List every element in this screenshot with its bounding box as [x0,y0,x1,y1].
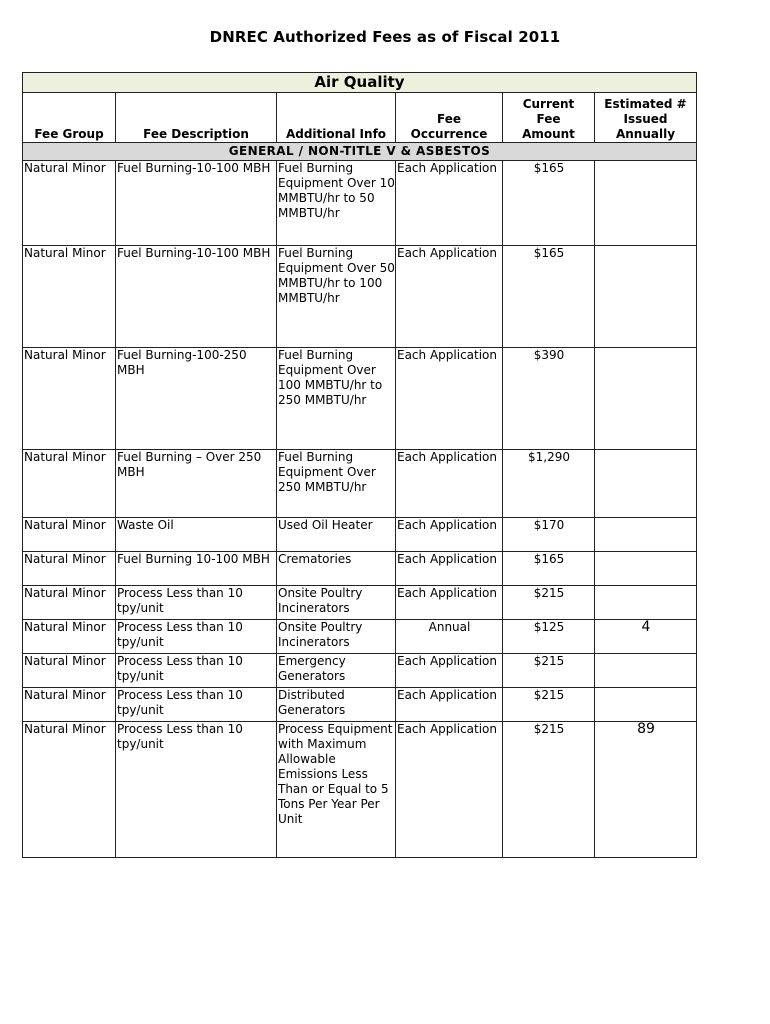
fee-amount-cell: $170 [503,518,595,552]
table-row [23,552,697,586]
fee-occurrence-cell: Each Application [396,518,503,552]
fee-occurrence-cell: Annual [396,620,503,654]
table-row [23,518,697,552]
fee-description-cell: Waste Oil [116,518,277,552]
fee-group-cell: Natural Minor [23,586,116,620]
fee-amount-cell: $165 [503,246,595,348]
estimated-issued-cell: 89 [595,722,697,858]
fee-occurrence-cell: Each Application [396,246,503,348]
estimated-issued-cell [595,586,697,620]
section-header-row [23,73,697,93]
fee-group-cell: Natural Minor [23,620,116,654]
table-row [23,161,697,246]
table-row [23,688,697,722]
section-title: Air Quality [23,73,697,93]
table-row [23,654,697,688]
fee-description-cell: Fuel Burning – Over 250 MBH [116,450,277,518]
additional-info-cell: Fuel Burning Equipment Over 250 MMBTU/hr [277,450,396,518]
fee-occurrence-cell: Each Application [396,654,503,688]
fee-group-cell: Natural Minor [23,450,116,518]
column-header-row [23,93,697,143]
additional-info-cell: Distributed Generators [277,688,396,722]
fee-amount-cell: $165 [503,552,595,586]
fee-occurrence-cell: Each Application [396,161,503,246]
fee-description-cell: Fuel Burning-100-250 MBH [116,348,277,450]
table-row [23,586,697,620]
column-header-fee-group: Fee Group [23,93,116,143]
fee-description-cell: Process Less than 10 tpy/unit [116,722,277,858]
fee-occurrence-cell: Each Application [396,688,503,722]
estimated-issued-cell [595,161,697,246]
column-header-fee-occurrence: Fee Occurrence [396,93,503,143]
fee-amount-cell: $215 [503,654,595,688]
fee-amount-cell: $165 [503,161,595,246]
group-header-row [23,143,697,161]
fee-description-cell: Process Less than 10 tpy/unit [116,654,277,688]
estimated-issued-cell [595,450,697,518]
estimated-issued-cell: 4 [595,620,697,654]
additional-info-cell: Onsite Poultry Incinerators [277,586,396,620]
fee-occurrence-cell: Each Application [396,348,503,450]
fee-amount-cell: $125 [503,620,595,654]
fee-description-cell: Process Less than 10 tpy/unit [116,688,277,722]
column-header-fee-description: Fee Description [116,93,277,143]
fee-occurrence-cell: Each Application [396,722,503,858]
estimated-issued-cell [595,348,697,450]
estimated-issued-cell [595,654,697,688]
additional-info-cell: Crematories [277,552,396,586]
fee-occurrence-cell: Each Application [396,450,503,518]
fee-description-cell: Fuel Burning-10-100 MBH [116,161,277,246]
fee-description-cell: Process Less than 10 tpy/unit [116,586,277,620]
table-row [23,722,697,858]
additional-info-cell: Used Oil Heater [277,518,396,552]
fee-description-cell: Fuel Burning-10-100 MBH [116,246,277,348]
group-label: GENERAL / NON-TITLE V & ASBESTOS [23,143,697,161]
additional-info-cell: Fuel Burning Equipment Over 100 MMBTU/hr to 250 MMBTU/hr [277,348,396,450]
fee-group-cell: Natural Minor [23,552,116,586]
fee-group-cell: Natural Minor [23,348,116,450]
table-row [23,246,697,348]
fee-amount-cell: $1,290 [503,450,595,518]
estimated-issued-cell [595,246,697,348]
fee-group-cell: Natural Minor [23,688,116,722]
fee-amount-cell: $390 [503,348,595,450]
column-header-current-fee-amount: Current Fee Amount [503,93,595,143]
fee-group-cell: Natural Minor [23,518,116,552]
additional-info-cell: Onsite Poultry Incinerators [277,620,396,654]
fee-amount-cell: $215 [503,586,595,620]
page-title: DNREC Authorized Fees as of Fiscal 2011 [209,28,561,46]
estimated-issued-cell [595,688,697,722]
fee-table [22,72,697,858]
fee-group-cell: Natural Minor [23,722,116,858]
additional-info-cell: Process Equipment with Maximum Allowable Emissions Less Than or Equal to 5 Tons Per Year Per Unit [277,722,396,858]
table-row [23,348,697,450]
column-header-additional-info: Additional Info [277,93,396,143]
additional-info-cell: Emergency Generators [277,654,396,688]
fee-group-cell: Natural Minor [23,161,116,246]
fee-description-cell: Fuel Burning 10-100 MBH [116,552,277,586]
additional-info-cell: Fuel Burning Equipment Over 10 MMBTU/hr to 50 MMBTU/hr [277,161,396,246]
estimated-issued-cell [595,518,697,552]
fee-group-cell: Natural Minor [23,654,116,688]
fee-amount-cell: $215 [503,722,595,858]
table-row [23,450,697,518]
fee-group-cell: Natural Minor [23,246,116,348]
fee-occurrence-cell: Each Application [396,552,503,586]
table-row [23,620,697,654]
fee-amount-cell: $215 [503,688,595,722]
additional-info-cell: Fuel Burning Equipment Over 50 MMBTU/hr to 100 MMBTU/hr [277,246,396,348]
fee-description-cell: Process Less than 10 tpy/unit [116,620,277,654]
estimated-issued-cell [595,552,697,586]
fee-occurrence-cell: Each Application [396,586,503,620]
column-header-estimated-issued: Estimated # Issued Annually [595,93,697,143]
